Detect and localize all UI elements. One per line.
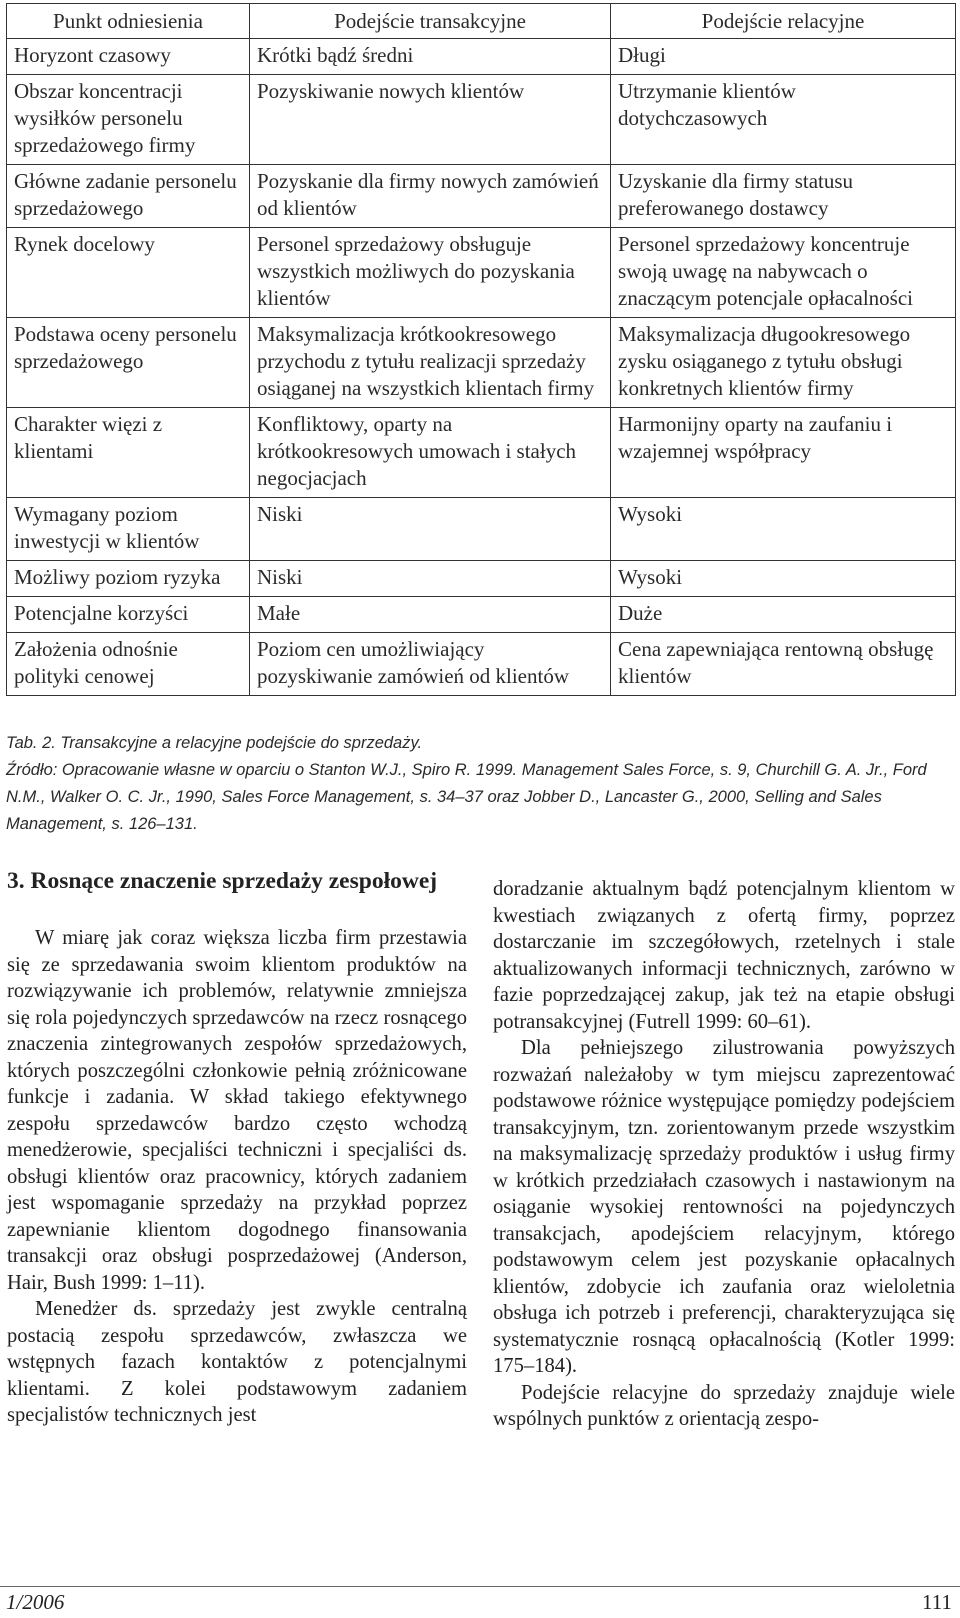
right-column <box>493 876 955 1433</box>
paragraph: W miarę jak coraz większa liczba firm przestawia się ze sprzedawania swoim klientom produktów na rozwiązywanie ich problemów, relatywnie zmniejsza się rola pojedynczych sprzedawców na rzecz rosnącego znaczenia zintegrowanych zespołów sprzedażowych, których poszczególni członkowie pełnią zróżnicowane funkcje i zadania. W skład takiego efektywnego zespołu sprzedawców bardzo często wchodzą menedżerowie, specjaliści techniczni i specjaliści ds. obsługi klientów oraz pracownicy, których zadaniem jest wspomaganie sprzedaży na przykład poprzez zapewnianie klientom dogodnego finansowania transakcji oraz obsługi posprzedażowej (Anderson, Hair, Bush 1999: 1–11). <box>7 927 467 1294</box>
column-header: Podejście relacyjne <box>611 4 956 39</box>
column-header: Punkt odniesienia <box>7 4 250 39</box>
table-cell: Maksymalizacja krótkookresowego przychodu z tytułu realizacji sprzedaży osiąganej na wszystkich klientach firmy <box>250 318 611 408</box>
table-row <box>7 75 956 165</box>
table-row <box>7 165 956 228</box>
table-cell: Poziom cen umożliwiający pozyskiwanie zamówień od klientów <box>250 633 611 696</box>
table-row <box>7 561 956 597</box>
table-cell: Pozyskiwanie nowych klientów <box>250 75 611 165</box>
table-row <box>7 408 956 498</box>
table-cell: Obszar koncentracji wysiłków personelu sprzedażowego firmy <box>7 75 250 165</box>
table-cell: Personel sprzedażowy obsługuje wszystkich możliwych do pozyskania klientów <box>250 228 611 318</box>
table-cell: Utrzymanie klientów dotychczasowych <box>611 75 956 165</box>
table-cell: Charakter więzi z klientami <box>7 408 250 498</box>
table-cell: Maksymalizacja długookresowego zysku osiąganego z tytułu obsługi konkretnych klientów firmy <box>611 318 956 408</box>
table-cell: Harmonijny oparty na zaufaniu i wzajemnej współpracy <box>611 408 956 498</box>
footer-rule <box>0 1586 960 1587</box>
table-cell: Wysoki <box>611 498 956 561</box>
table-row <box>7 498 956 561</box>
table-cell: Rynek docelowy <box>7 228 250 318</box>
paragraph: Menedżer ds. sprzedaży jest zwykle centralną postacią zespołu sprzedawców, zwłaszcza we wstępnych fazach kontaktów z potencjalnymi klientami. Z kolei podstawowym zadaniem specjalistów technicznych jest <box>7 1298 467 1426</box>
table-row <box>7 39 956 75</box>
table-row <box>7 318 956 408</box>
table-row <box>7 597 956 633</box>
table-cell: Konfliktowy, oparty na krótkookresowych umowach i stałych negocjacjach <box>250 408 611 498</box>
table-caption <box>6 730 956 838</box>
table-cell: Główne zadanie personelu sprzedażowego <box>7 165 250 228</box>
table-row <box>7 228 956 318</box>
table-cell: Długi <box>611 39 956 75</box>
table-cell: Potencjalne korzyści <box>7 597 250 633</box>
caption-source: Źródło: Opracowanie własne w oparciu o Stanton W.J., Spiro R. 1999. Management Sales Force, s. 9, Churchill G. A. Jr., Ford N.M., Walker O. C. Jr., 1990, Sales Force Management, s. 34–37 oraz Jobber D., Lancaster G., 2000, Selling and Sales Management, s. 126–131. <box>6 761 927 833</box>
table-cell: Krótki bądź średni <box>250 39 611 75</box>
comparison-table <box>6 3 956 696</box>
caption-title: Tab. 2. Transakcyjne a relacyjne podejście do sprzedaży. <box>6 734 423 752</box>
table-cell: Wysoki <box>611 561 956 597</box>
table-cell: Niski <box>250 561 611 597</box>
issue-number: 1/2006 <box>6 1590 65 1614</box>
table-cell: Uzyskanie dla firmy statusu preferowanego dostawcy <box>611 165 956 228</box>
table-header-row <box>7 4 956 39</box>
table-cell: Personel sprzedażowy koncentruje swoją uwagę na nabywcach o znaczącym potencjale opłacalności <box>611 228 956 318</box>
table-cell: Możliwy poziom ryzyka <box>7 561 250 597</box>
table-cell: Wymagany poziom inwestycji w klientów <box>7 498 250 561</box>
table-cell: Podstawa oceny personelu sprzedażowego <box>7 318 250 408</box>
table-cell: Małe <box>250 597 611 633</box>
column-header: Podejście transakcyjne <box>250 4 611 39</box>
paragraph: Dla pełniejszego zilustrowania powyższych rozważań należałoby w tym miejscu zaprezentować podstawowe różnice występujące pomiędzy podejściem transakcyjnym, tzn. zorientowanym przede wszystkim na maksymalizację sprzedaży produktów i usług firmy w krótkich przedziałach czasowych i nastawionym na osiąganie wysokiej rentowności na pojedynczych transakcjach, apodejściem relacyjnym, którego podstawowym celem jest pozyskanie opłacalnych klientów, zdobycie ich zaufania oraz wieloletnia obsługa ich potrzeb i preferencji, charakteryzująca się systematycznie rosnącą opłacalnością (Kotler 1999: 175–184). <box>493 1037 955 1377</box>
table-cell: Cena zapewniająca rentowną obsługę klientów <box>611 633 956 696</box>
table-cell: Duże <box>611 597 956 633</box>
paragraph: doradzanie aktualnym bądź potencjalnym klientom w kwestiach związanych z ofertą firmy, poprzez dostarczanie im szczegółowych, rzetelnych i stale aktualizowanych informacji technicznych, zarówno w fazie poprzedzającej zakup, jak też na etapie obsługi potransakcyjnej (Futrell 1999: 60–61). <box>493 878 955 1033</box>
left-column <box>7 925 467 1429</box>
page-number: 111 <box>922 1590 952 1614</box>
table-row <box>7 633 956 696</box>
table-cell: Niski <box>250 498 611 561</box>
table-cell: Pozyskanie dla firmy nowych zamówień od klientów <box>250 165 611 228</box>
table-cell: Założenia odnośnie polityki cenowej <box>7 633 250 696</box>
table-cell: Horyzont czasowy <box>7 39 250 75</box>
section-heading: 3. Rosnące znaczenie sprzedaży zespołowej <box>7 868 438 894</box>
paragraph: Podejście relacyjne do sprzedaży znajduje wiele wspólnych punktów z orientacją zespo- <box>493 1381 955 1430</box>
